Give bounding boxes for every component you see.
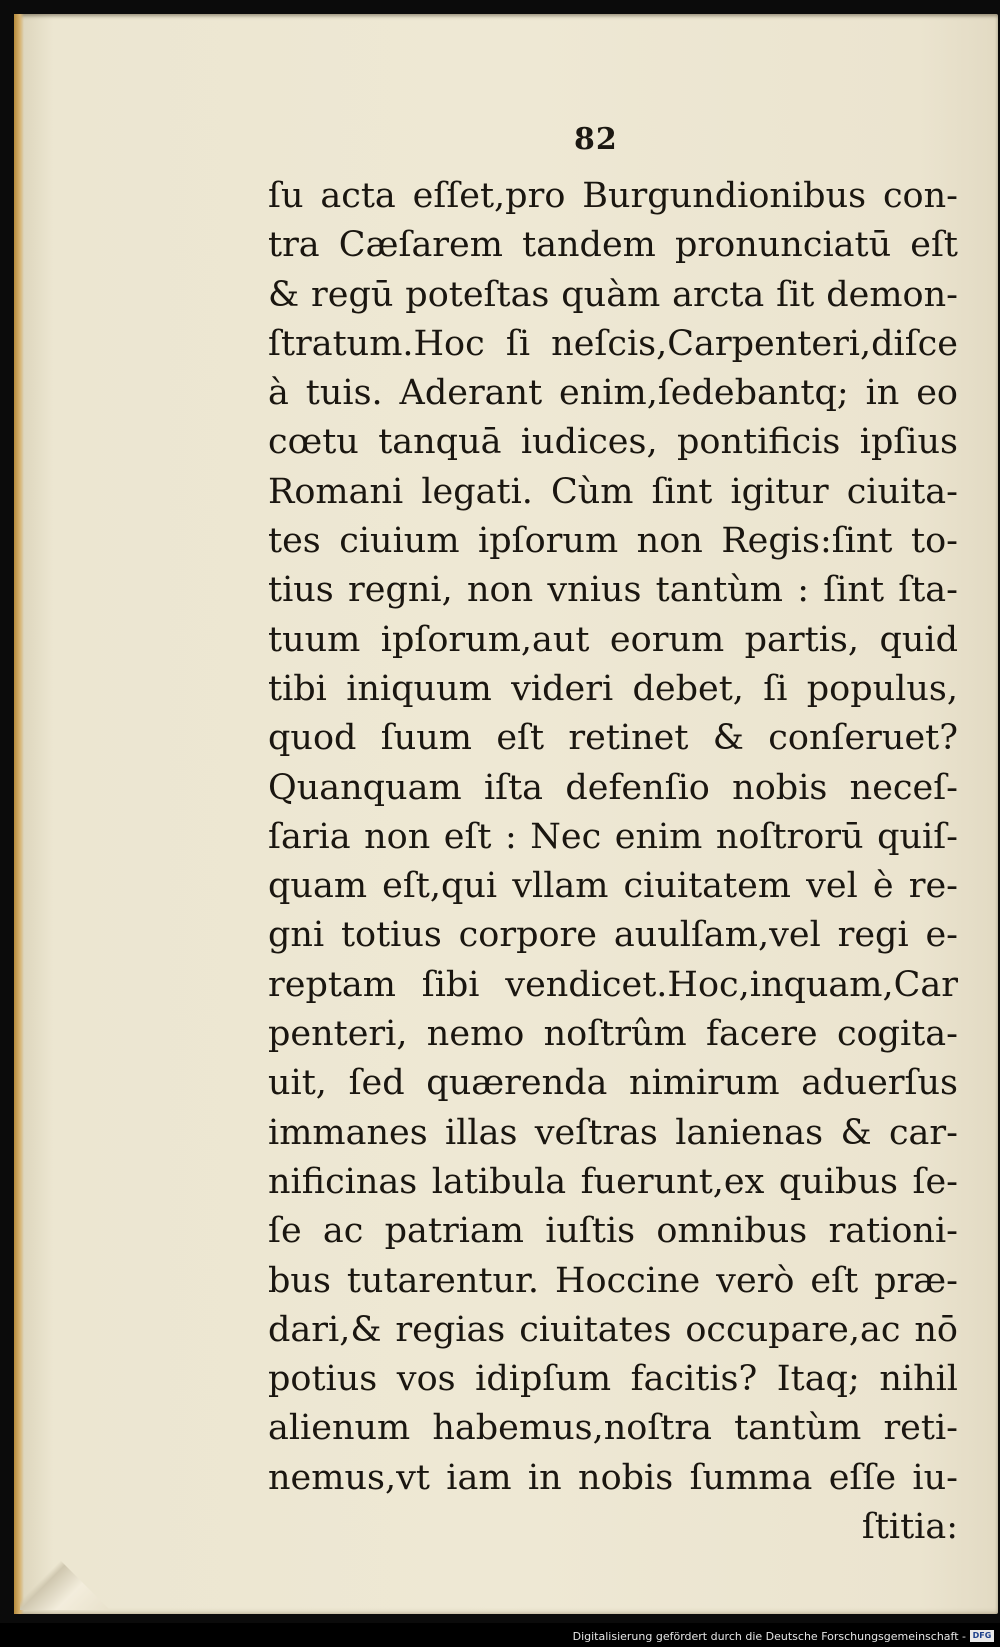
text-line: nificinas latibula fuerunt,ex quibus ſe- — [268, 1161, 958, 1202]
dfg-logo: DFG — [970, 1630, 994, 1642]
book-page — [14, 14, 998, 1614]
text-line: quam eſt,qui vllam ciuitatem vel è re- — [268, 866, 958, 907]
text-line: ſaria non eſt : Nec enim noſtrorū quiſ- — [268, 816, 958, 857]
text-line: tuum ipſorum,aut eorum partis, quid — [268, 619, 958, 660]
text-line: potius vos idipſum facitis? Itaq; nihil — [268, 1359, 958, 1400]
text-line: dari,& regias ciuitates occupare,ac nō — [268, 1309, 958, 1350]
text-line: immanes illas veſtras lanienas & car- — [268, 1112, 958, 1153]
text-line: uit, ſed quærenda nimirum aduerſus — [268, 1063, 958, 1104]
text-line: tius regni, non vnius tantùm : ſint ſta- — [268, 570, 958, 611]
text-line: quod ſuum eſt retinet & conſeruet? — [268, 718, 958, 759]
text-line: ſu acta eſſet,pro Burgundionibus con- — [268, 176, 958, 216]
text-line: alienum habemus,noſtra tantùm reti- — [268, 1408, 958, 1449]
text-line: reptam ſibi vendicet.Hoc,inquam,Car — [268, 964, 958, 1005]
text-line: nemus,vt iam in nobis ſumma eſſe iu- — [268, 1457, 958, 1498]
text-line: penteri, nemo noſtrûm facere cogita- — [268, 1014, 958, 1055]
text-line: Romani legati. Cùm ſint igitur ciuita- — [268, 471, 958, 512]
text-line: Quanquam iſta defenſio nobis neceſ- — [268, 767, 958, 808]
body-text — [268, 172, 958, 1552]
text-line: tibi iniquum videri debet, ſi populus, — [268, 668, 958, 709]
text-line: tra Cæſarem tandem pronunciatū eſt — [268, 225, 958, 266]
page-number: 82 — [574, 122, 618, 157]
catchword: ſtitia: — [861, 1507, 958, 1548]
text-line: ſe ac patriam iuſtis omnibus rationi- — [268, 1211, 958, 1252]
text-line: tes ciuium ipſorum non Regis:ſint to- — [268, 521, 958, 562]
footer-bar — [0, 1623, 1000, 1647]
text-line: gni totius corpore auulſam,vel regi e- — [268, 915, 958, 956]
text-line: cœtu tanquā iudices, pontificis ipſius — [268, 422, 958, 463]
page-gilt-edge — [14, 14, 24, 1614]
digitization-credit: Digitalisierung gefördert durch die Deutsche Forschungsgemeinschaft - — [572, 1630, 966, 1643]
text-line: bus tutarentur. Hoccine verò eſt præ- — [268, 1260, 958, 1301]
text-line: ſtratum.Hoc ſi neſcis,Carpenteri,diſce — [268, 323, 958, 364]
text-line: à tuis. Aderant enim,ſedebantq; in eo — [268, 373, 958, 414]
text-line: & regū poteſtas quàm arcta ſit demon- — [268, 274, 958, 315]
